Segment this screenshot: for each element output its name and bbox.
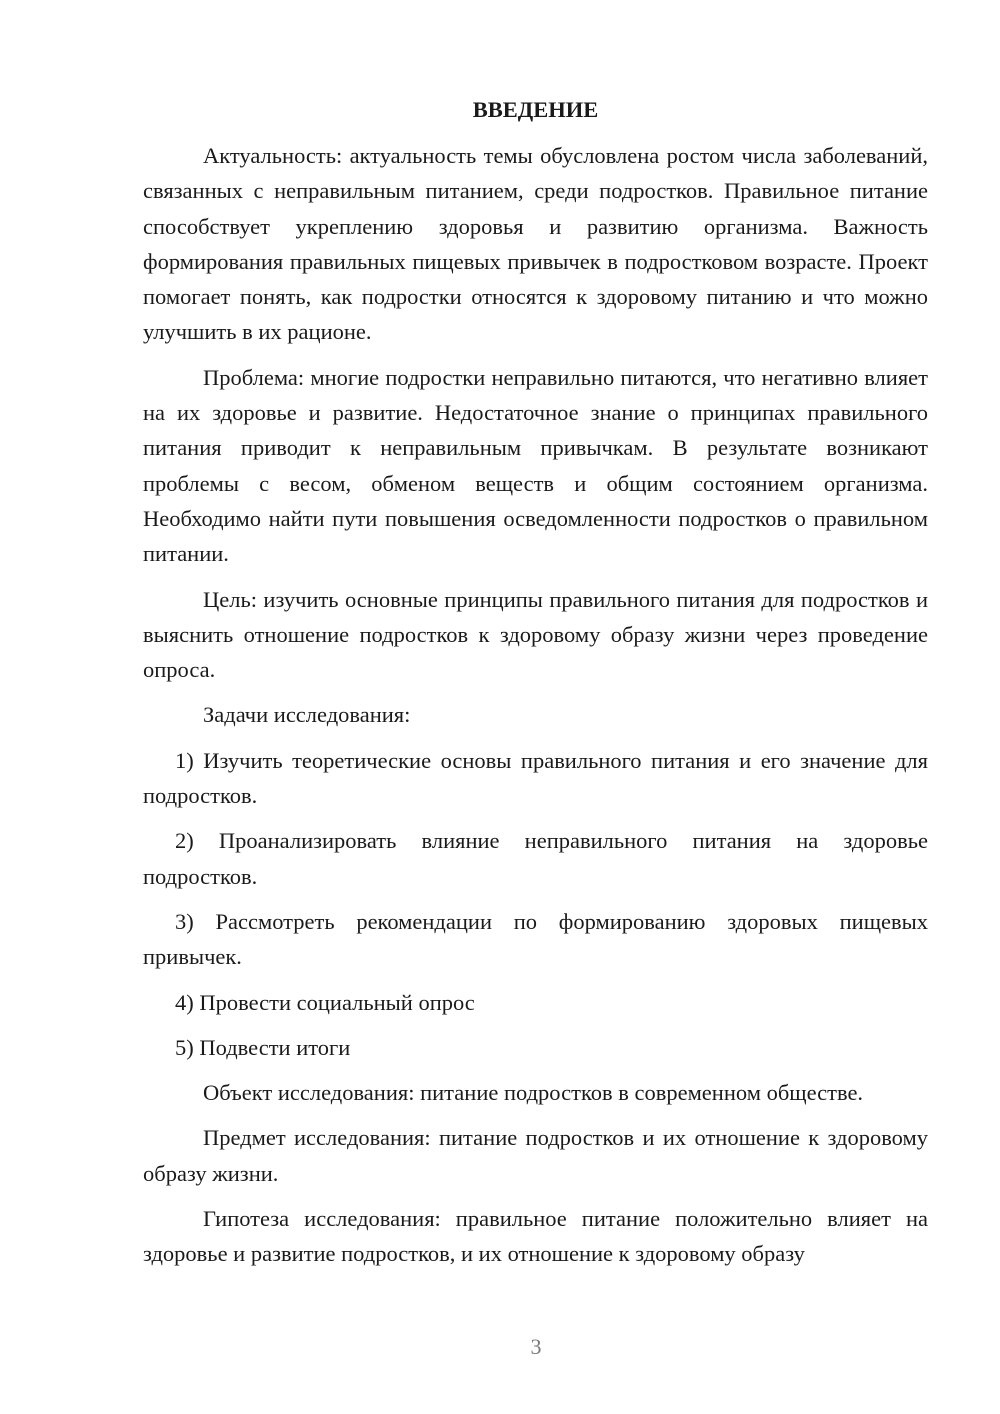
paragraph-problem: Проблема: многие подростки неправильно питаются, что негативно влияет на их здоровье и развитие. Недостаточное знание о принципах правильного питания приводит к неправильным привычкам. В результате возникают проблемы с весом, обменом веществ и общим состоянием организма. Необходимо найти пути повышения осведомленности подростков о правильном питании. (143, 364, 928, 567)
paragraph-subject: Предмет исследования: питание подростков и их отношение к здоровому образу жизни. (143, 1125, 928, 1186)
paragraph-goal: Цель: изучить основные принципы правильного питания для подростков и выяснить отношение подростков к здоровому образу жизни через проведение опроса. (143, 586, 928, 683)
paragraph-tasks-heading: Задачи исследования: (203, 702, 411, 728)
paragraph-hypothesis: Гипотеза исследования: правильное питание положительно влияет на здоровье и развитие подростков, и их отношение к здоровому образу (143, 1206, 928, 1267)
task-item-1: 1) Изучить теоретические основы правильного питания и его значение для подростков. (143, 747, 928, 809)
task-item-5: 5) Подвести итоги (175, 1034, 351, 1060)
task-item-2: 2) Проанализировать влияние неправильного питания на здоровье подростков. (143, 828, 928, 889)
paragraph-relevance: Актуальность: актуальность темы обусловлена ростом числа заболеваний, связанных с неправильным питанием, среди подростков. Правильное питание способствует укреплению здоровья и развитию организма. Важность формирования правильных пищевых привычек в подростковом возрасте. Проект помогает понять, как подростки относятся к здоровому питанию и что можно улучшить в их рационе. (143, 143, 928, 345)
task-item-3: 3) Рассмотреть рекомендации по формированию здоровых пищевых привычек. (143, 908, 928, 970)
paragraph-object: Объект исследования: питание подростков в современном обществе. (203, 1080, 864, 1106)
page-title: ВВЕДЕНИЕ (472, 97, 599, 122)
page-content (143, 95, 928, 1272)
page-number: 3 (530, 1334, 542, 1359)
task-item-4: 4) Провести социальный опрос (175, 989, 475, 1015)
